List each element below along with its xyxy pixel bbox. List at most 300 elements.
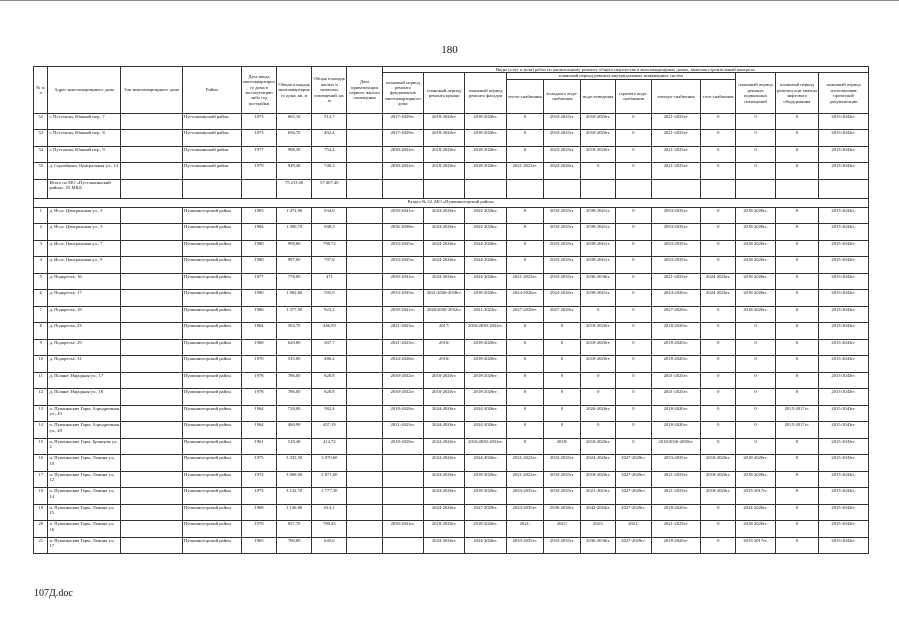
cell-addr: г. Пустошка, Южный пер., 9: [48, 146, 120, 163]
cell-empty: [347, 455, 382, 472]
cell-cold: 2033-2035гг.: [543, 257, 580, 274]
cell-addr: п. Пушкинские Горы, Ленина ул., 17: [48, 537, 120, 554]
cell-a2: 645,6: [312, 537, 347, 554]
cell-empty: [120, 356, 182, 373]
cell-a1: 3 335,50: [277, 455, 312, 472]
cell-bas: 2018-2020гг.: [736, 240, 775, 257]
cell-heat: 2021-2023гг.: [506, 455, 543, 472]
cell-addr: д. Сергейцево, Центральная ул., 14: [48, 163, 120, 180]
cell-lift: 0: [775, 146, 818, 163]
cell-lift: 0: [775, 471, 818, 488]
cell-a2: 923,2: [312, 306, 347, 323]
total-row: [34, 179, 869, 198]
cell-roof: 2024-2026гг.: [423, 488, 464, 505]
cell-n: 2: [34, 224, 48, 241]
cell-a2: 740,3: [312, 163, 347, 180]
cell-a1: 460,90: [277, 422, 312, 439]
cell-n: 6: [34, 290, 48, 307]
col-total-area: Общая площадь многоквартирного дома, кв. м: [277, 67, 312, 114]
cell-f: 2030-2032гг.: [382, 372, 423, 389]
cell-gas: 0: [701, 257, 736, 274]
cell-lift: 0: [775, 339, 818, 356]
cell-roof: 2016/: [423, 339, 464, 356]
cell-dist: Пушкиногорский район: [182, 422, 241, 439]
cell-year: 1979: [241, 163, 276, 180]
cell-dist: Пушкиногорский район: [182, 240, 241, 257]
cell-roof: 2024-2026гг.: [423, 504, 464, 521]
cell-addr: г. Пустошка, Южный пер., 7: [48, 113, 120, 130]
cell-doc: 2015-2043гг.: [819, 339, 869, 356]
cell-doc: 2015-2043гг.: [819, 207, 869, 224]
cell-sew: 2042-2044гг.: [581, 504, 616, 521]
table-row: [34, 537, 869, 554]
cell-cold: 2033-2035гг.: [543, 537, 580, 554]
cell-fac: 2024-2026гг.: [465, 273, 506, 290]
cell-n: 18: [34, 488, 48, 505]
cell-n: 3: [34, 240, 48, 257]
cell-cold: 0: [543, 356, 580, 373]
cell-dist: Пушкиногорский район: [182, 504, 241, 521]
cell-lift: 0: [775, 521, 818, 538]
cell-fac: 2018-2020гг.: [465, 356, 506, 373]
cell-hot: 0: [616, 438, 651, 455]
section-row: [34, 198, 869, 207]
cell-el: 2021-2023гг.: [651, 471, 701, 488]
cell-year: 1980: [241, 290, 276, 307]
cell-n: 15: [34, 438, 48, 455]
col-facades: плановый период ремонта фасадов: [465, 73, 506, 113]
cell-n: 17: [34, 471, 48, 488]
cell-dist: Пушкиногорский район: [182, 356, 241, 373]
cell-empty: [120, 163, 182, 180]
cell-year: 1965: [241, 537, 276, 554]
cell-hot: 0: [616, 339, 651, 356]
cell-a2: 752,4: [312, 146, 347, 163]
cell-cold: 0: [543, 389, 580, 406]
cell-a1: 949,40: [277, 163, 312, 180]
cell-lift: 0: [775, 240, 818, 257]
cell-sew: 2018-2020гг.: [581, 438, 616, 455]
cell-bas: 0: [736, 405, 775, 422]
cell-roof: 2024-2026гг.: [423, 273, 464, 290]
cell-a2: 628,8: [312, 389, 347, 406]
col-address: Адрес многоквартирного дома: [48, 67, 120, 114]
total-area-sum: 75 213,50: [277, 179, 312, 198]
cell-empty: [347, 372, 382, 389]
cell-empty: [347, 537, 382, 554]
cell-a2: 948,5: [312, 224, 347, 241]
cell-bas: 2018-2020гг.: [736, 273, 775, 290]
cell-empty: [120, 339, 182, 356]
cell-gas: 2018-2020гг.: [701, 488, 736, 505]
cell-addr: д. Исса, Центральная ул., 9: [48, 257, 120, 274]
cell-empty: [347, 163, 382, 180]
cell-gas: 0: [701, 240, 736, 257]
cell-hot: 0: [616, 323, 651, 340]
cell-sew: 0: [581, 422, 616, 439]
cell-cold: 2023-2025гг.: [543, 146, 580, 163]
cell-sew: 2018-2020гг.: [581, 339, 616, 356]
cell-n: 11: [34, 372, 48, 389]
cell-a1: 1 472,90: [277, 207, 312, 224]
cell-sew: 2036-2038гг.: [581, 537, 616, 554]
cell-el: 2033-2035гг.: [651, 257, 701, 274]
cell-empty: [347, 471, 382, 488]
table-row: [34, 356, 869, 373]
cell-gas: 0: [701, 224, 736, 241]
cell-fac: 2018-2020гг.: [465, 146, 506, 163]
cell-bas: 0: [736, 146, 775, 163]
table-row: [34, 113, 869, 130]
cell-hot: 0: [616, 372, 651, 389]
cell-a1: 535,00: [277, 356, 312, 373]
cell-heat: 0: [506, 130, 543, 147]
cell-hot: 0: [616, 306, 651, 323]
cell-roof: 2024-2026гг.: [423, 224, 464, 241]
cell-dist: Пушкиногорский район: [182, 521, 241, 538]
cell-hot: 0: [616, 163, 651, 180]
cell-dist: Пушкиногорский район: [182, 471, 241, 488]
cell-empty: [347, 438, 382, 455]
cell-el: 2033-2035гг.: [651, 240, 701, 257]
cell-f: 2033-2035гг.: [382, 257, 423, 274]
cell-hot: 0: [616, 130, 651, 147]
cell-n: 1: [34, 207, 48, 224]
cell-doc: 2015-2043гг.: [819, 488, 869, 505]
cell-a1: 998,60: [277, 240, 312, 257]
cell-sew: 2024-2026гг.: [581, 405, 616, 422]
cell-addr: п. Пушкинские Горы, Ленина ул., 12: [48, 471, 120, 488]
cell-addr: п. Пушкинские Горы, Бровцева ул., 2: [48, 438, 120, 455]
cell-heat: 0: [506, 224, 543, 241]
cell-year: 1977: [241, 273, 276, 290]
cell-lift: 0: [775, 323, 818, 340]
cell-roof: 2018-2020гг.: [423, 372, 464, 389]
cell-f: 2027-2029гг.: [382, 130, 423, 147]
cell-bas: 0: [736, 323, 775, 340]
cell-a1: 997,00: [277, 257, 312, 274]
cell-addr: п. Пушкинские Горы, Аэродромная ул., 49: [48, 422, 120, 439]
cell-sew: 2018-2020гг.: [581, 113, 616, 130]
cell-n: 20: [34, 521, 48, 538]
cell-el: 2021-2023гг.: [651, 389, 701, 406]
cell-heat: 2021-2023гг.: [506, 471, 543, 488]
cell-a1: 518,40: [277, 438, 312, 455]
cell-roof: 2024-2026гг.: [423, 257, 464, 274]
cell-empty: [120, 537, 182, 554]
cell-dist: Пустошкинский район: [182, 130, 241, 147]
col-roof: плановый период ремонта крыши: [423, 73, 464, 113]
cell-gas: 0: [701, 405, 736, 422]
cell-a1: 837,70: [277, 521, 312, 538]
cell-roof: 2021/2036-2038гг.: [423, 290, 464, 307]
table-row: [34, 240, 869, 257]
table-row: [34, 471, 869, 488]
cell-fac: 2021-2023гг.: [465, 306, 506, 323]
cell-addr: д. Подкресье, 31: [48, 356, 120, 373]
cell-a2: 512,7: [312, 113, 347, 130]
cell-addr: д. Исса, Центральная ул., 5: [48, 224, 120, 241]
cell-a1: 1 136,80: [277, 504, 312, 521]
cell-empty: [347, 306, 382, 323]
cell-sew: 2036-2038гг.: [581, 273, 616, 290]
cell-empty: [120, 207, 182, 224]
cell-gas: 0: [701, 389, 736, 406]
cell-heat: 0: [506, 405, 543, 422]
cell-fac: 2024-2026гг.: [465, 537, 506, 554]
cell-sew: 2018-2020гг.: [581, 130, 616, 147]
cell-roof: 2018-2020гг.: [423, 389, 464, 406]
cell-addr: д. Подкресье, 23: [48, 323, 120, 340]
col-elec: электро-снабжения: [651, 79, 701, 113]
cell-f: 2039-2041гг.: [382, 207, 423, 224]
cell-addr: п. Пушкинские Горы, Ленина ул., 15: [48, 504, 120, 521]
cell-dist: Пустошкинский район: [182, 146, 241, 163]
cell-empty: [347, 207, 382, 224]
cell-addr: д. Подкресье, 16: [48, 273, 120, 290]
cell-heat: 2033-2035гг.: [506, 504, 543, 521]
cell-a2: 457,19: [312, 422, 347, 439]
cell-a1: 3 068,00: [277, 471, 312, 488]
cell-heat: 2021-2023гг.: [506, 163, 543, 180]
cell-sew: 0: [581, 372, 616, 389]
cell-year: 1986: [241, 306, 276, 323]
section-title: Раздел № 22. МО «Пушкиногорский район»: [34, 198, 869, 207]
cell-sew: 2039-2041гг.: [581, 290, 616, 307]
cell-empty: [347, 130, 382, 147]
cell-hot: 0: [616, 257, 651, 274]
cell-year: 1973: [241, 113, 276, 130]
cell-lift: 0: [775, 356, 818, 373]
cell-f: 2033-2035гг.: [382, 290, 423, 307]
cell-cold: 2023-2025гг.: [543, 130, 580, 147]
cell-year: 1978: [241, 372, 276, 389]
cell-empty: [120, 257, 182, 274]
cell-lift: 0: [775, 306, 818, 323]
cell-empty: [347, 356, 382, 373]
doc-filename: 107Д.doc: [34, 588, 73, 599]
col-elevator: плановый период ремонта или замены лифтового оборудования: [775, 73, 818, 113]
cell-year: 1977: [241, 146, 276, 163]
cell-cold: 2021/: [543, 521, 580, 538]
cell-gas: 0: [701, 306, 736, 323]
cell-el: 2033-2035гг.: [651, 207, 701, 224]
cell-doc: 2015-2043гг.: [819, 240, 869, 257]
cell-sew: 2018-2020гг.: [581, 471, 616, 488]
cell-heat: 0: [506, 389, 543, 406]
cell-cold: 2018/: [543, 438, 580, 455]
cell-a1: 988,30: [277, 146, 312, 163]
cell-a2: 414,72: [312, 438, 347, 455]
cell-sew: 0: [581, 389, 616, 406]
cell-f: 2024-2026гг.: [382, 356, 423, 373]
cell-empty: [347, 240, 382, 257]
cell-lift: 0: [775, 372, 818, 389]
cell-heat: 0: [506, 372, 543, 389]
col-docs: плановый период изготовления проектной документации: [819, 73, 869, 113]
cell-hot: 0: [616, 405, 651, 422]
cell-a2: 595,9: [312, 290, 347, 307]
cell-roof: 2024-2026гг.: [423, 471, 464, 488]
cell-heat: 2027-2029гг.: [506, 306, 543, 323]
table-row: [34, 521, 869, 538]
cell-gas: 0: [701, 113, 736, 130]
cell-lift: 0: [775, 504, 818, 521]
cell-n: 4: [34, 257, 48, 274]
cell-fac: 2024-2026гг.: [465, 422, 506, 439]
cell-el: 2018-2020гг.: [651, 323, 701, 340]
cell-year: 1975: [241, 455, 276, 472]
cell-year: 1968: [241, 504, 276, 521]
cell-heat: 0: [506, 422, 543, 439]
col-type: Тип многоквартирного дома: [120, 67, 182, 114]
cell-sew: 2018-2020гг.: [581, 146, 616, 163]
col-basement: плановый период ремонта подвальных помещений: [736, 73, 775, 113]
cell-roof: 2024-2026гг.: [423, 438, 464, 455]
cell-a2: 614,1: [312, 504, 347, 521]
cell-a1: 504,70: [277, 323, 312, 340]
cell-fac: 2016/2030-2032гг.: [465, 323, 506, 340]
cell-n: 21: [34, 537, 48, 554]
cell-doc: 2015-2043гг.: [819, 537, 869, 554]
cell-heat: 0: [506, 207, 543, 224]
cell-el: 2021-2023гг.: [651, 273, 701, 290]
cell-el: 2021-2023гг.: [651, 372, 701, 389]
cell-year: 1985: [241, 207, 276, 224]
cell-doc: 2015-2043гг.: [819, 422, 869, 439]
cell-cold: 0: [543, 422, 580, 439]
cell-empty: [347, 146, 382, 163]
cell-empty: [347, 504, 382, 521]
cell-year: 1961: [241, 438, 276, 455]
page-number: 180: [441, 44, 458, 56]
cell-n: 8: [34, 323, 48, 340]
cell-bas: 0: [736, 356, 775, 373]
cell-heat: 0: [506, 257, 543, 274]
cell-year: 1973: [241, 488, 276, 505]
cell-dist: Пушкиногорский район: [182, 438, 241, 455]
cell-gas: 2018-2020гг.: [701, 471, 736, 488]
cell-a2: 3 070,60: [312, 455, 347, 472]
table-row: [34, 504, 869, 521]
cell-hot: 2027-2029гг.: [616, 455, 651, 472]
cell-empty: [347, 273, 382, 290]
cell-roof: 2024-2026гг.: [423, 455, 464, 472]
cell-lift: 0: [775, 130, 818, 147]
renovation-table: [33, 66, 869, 554]
table-row: [34, 323, 869, 340]
table-row: [34, 455, 869, 472]
cell-lift: 0: [775, 163, 818, 180]
cell-el: 2024-2026гг.: [651, 290, 701, 307]
cell-bas: 0: [736, 130, 775, 147]
cell-hot: 0: [616, 422, 651, 439]
cell-doc: 2015-2043гг.: [819, 504, 869, 521]
cell-f: [382, 537, 423, 554]
cell-a2: 486,2: [312, 356, 347, 373]
cell-bas: 0: [736, 339, 775, 356]
cell-gas: 2024-2026гг.: [701, 290, 736, 307]
col-hot: горячего водо-снабжения: [616, 79, 651, 113]
cell-hot: 2021/: [616, 521, 651, 538]
cell-roof: 2024-2026гг.: [423, 405, 464, 422]
cell-bas: 0: [736, 163, 775, 180]
table-row: [34, 488, 869, 505]
cell-addr: п. Пушкинские Горы, Ленина ул., 10: [48, 455, 120, 472]
table-row: [34, 257, 869, 274]
cell-addr: п. Пушкинские Горы, Ленина ул., 14: [48, 488, 120, 505]
table-row: [34, 405, 869, 422]
table-row: [34, 438, 869, 455]
cell-doc: 2015-2043гг.: [819, 455, 869, 472]
cell-year: 1980: [241, 240, 276, 257]
cell-f: 2030-2032гг.: [382, 389, 423, 406]
cell-doc: 2015-2043гг.: [819, 405, 869, 422]
table-row: [34, 389, 869, 406]
cell-bas: 0: [736, 113, 775, 130]
cell-roof: 2018-2020гг.: [423, 521, 464, 538]
cell-dist: Пушкиногорский район: [182, 290, 241, 307]
cell-empty: [120, 113, 182, 130]
table-row: [34, 372, 869, 389]
cell-lift: 0: [775, 207, 818, 224]
cell-hot: 0: [616, 290, 651, 307]
cell-year: 1984: [241, 224, 276, 241]
cell-n: 14: [34, 422, 48, 439]
cell-f: 2030-2032гг.: [382, 163, 423, 180]
cell-year: 1973: [241, 130, 276, 147]
cell-doc: 2015-2043гг.: [819, 224, 869, 241]
cell-cold: 0: [543, 339, 580, 356]
col-sewer: водо-отведения: [581, 79, 616, 113]
cell-addr: д. Исса, Центральная ул., 7: [48, 240, 120, 257]
cell-addr: д. Поляне, Народная ул., 18: [48, 389, 120, 406]
cell-fac: 2024-2026гг.: [465, 207, 506, 224]
cell-empty: [120, 146, 182, 163]
cell-lift: 0: [775, 273, 818, 290]
col-priv-date: Дата приватизации первого жилого помещения: [347, 67, 382, 114]
table-row: [34, 146, 869, 163]
cell-n: 55: [34, 163, 48, 180]
cell-el: 2021-2023гг.: [651, 488, 701, 505]
cell-sew: 2039-2041гг.: [581, 240, 616, 257]
cell-bas: 2018-2020гг.: [736, 521, 775, 538]
cell-cold: 2033-2035гг.: [543, 471, 580, 488]
cell-bas: 0: [736, 372, 775, 389]
cell-n: 16: [34, 455, 48, 472]
cell-a2: 1 777,30: [312, 488, 347, 505]
cell-year: 1964: [241, 323, 276, 340]
cell-gas: 0: [701, 422, 736, 439]
cell-fac: 2024-2026гг.: [465, 224, 506, 241]
cell-lift: 0: [775, 257, 818, 274]
cell-gas: 0: [701, 504, 736, 521]
cell-a2: 789,45: [312, 521, 347, 538]
cell-hot: 2027-2029гг.: [616, 488, 651, 505]
cell-n: 12: [34, 389, 48, 406]
cell-year: 1976: [241, 521, 276, 538]
cell-roof: 2018-2020гг.: [423, 130, 464, 147]
cell-lift: 0: [775, 389, 818, 406]
cell-n: 9: [34, 339, 48, 356]
cell-bas: 2018-2020гг.: [736, 455, 775, 472]
cell-empty: [347, 521, 382, 538]
cell-dist: Пушкиногорский район: [182, 537, 241, 554]
cell-heat: 0: [506, 356, 543, 373]
cell-fac: 2018-2020гг.: [465, 389, 506, 406]
col-gas: газо-снабжения: [701, 79, 736, 113]
cell-year: 1978: [241, 389, 276, 406]
